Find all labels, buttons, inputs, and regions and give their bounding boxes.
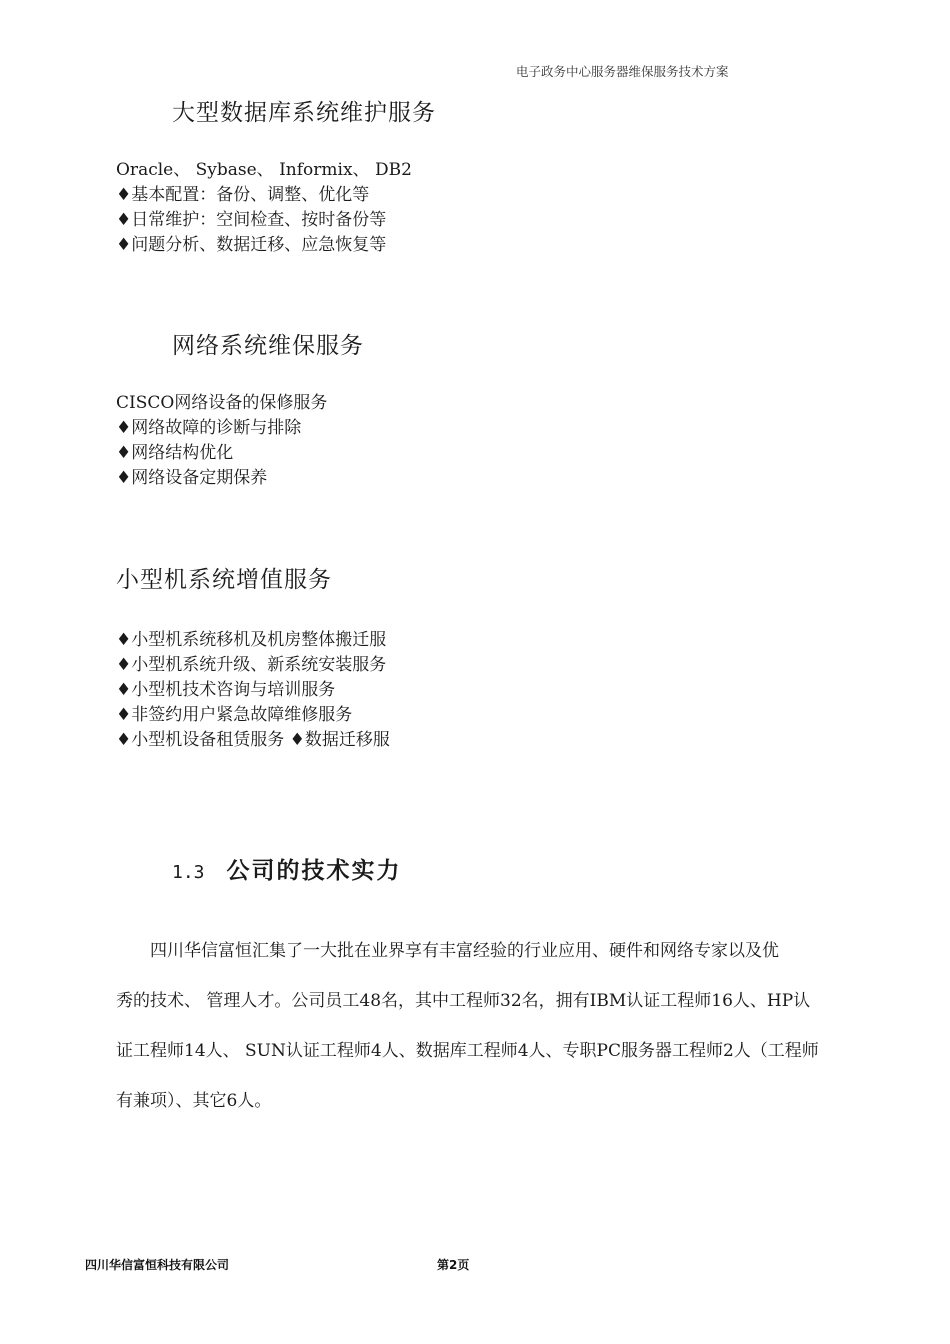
list-item: ♦日常维护：空间检查、按时备份等 bbox=[116, 210, 387, 230]
list-item: ♦网络故障的诊断与排除 bbox=[116, 418, 302, 438]
paragraph-line: 秀的技术、 管理人才。公司员工48名，其中工程师32名，拥有IBM认证工程师16人、HP认 bbox=[116, 991, 811, 1011]
paragraph-line: 有兼项）、其它6人。 bbox=[116, 1091, 272, 1111]
chapter-number: 1.3 bbox=[172, 862, 205, 883]
list-item: ♦非签约用户紧急故障维修服务 bbox=[116, 705, 353, 725]
chapter-title: 公司的技术实力 bbox=[226, 858, 402, 884]
paragraph-line: 证工程师14人、 SUN认证工程师4人、数据库工程师4人、专职PC服务器工程师2人（工程师 bbox=[116, 1041, 819, 1061]
footer-company-name: 四川华信富恒科技有限公司 bbox=[85, 1258, 230, 1272]
section-title-minicomputer: 小型机系统增值服务 bbox=[116, 567, 332, 593]
list-item: ♦网络结构优化 bbox=[116, 443, 234, 463]
list-item: ♦小型机设备租赁服务 ♦数据迁移服 bbox=[116, 730, 390, 750]
section-list-database bbox=[116, 158, 412, 258]
list-item: ♦问题分析、数据迁移、应急恢复等 bbox=[116, 235, 387, 255]
section-list-network bbox=[116, 391, 327, 491]
section-list-minicomputer bbox=[116, 628, 390, 753]
list-item: CISCO网络设备的保修服务 bbox=[116, 393, 328, 413]
list-item: ♦小型机系统移机及机房整体搬迁服 bbox=[116, 630, 387, 650]
paragraph-line: 四川华信富恒汇集了一大批在业界享有丰富经验的行业应用、硬件和网络专家以及优 bbox=[116, 941, 779, 961]
list-item: ♦小型机技术咨询与培训服务 bbox=[116, 680, 336, 700]
list-item: ♦基本配置：备份、调整、优化等 bbox=[116, 185, 370, 205]
list-item: ♦网络设备定期保养 bbox=[116, 468, 268, 488]
list-item: Oracle、 Sybase、 Informix、 DB2 bbox=[116, 160, 412, 180]
chapter-heading bbox=[172, 852, 402, 885]
body-paragraph bbox=[116, 926, 876, 1126]
running-header: 电子政务中心服务器维保服务技术方案 bbox=[516, 64, 729, 79]
section-title-network: 网络系统维保服务 bbox=[172, 333, 364, 359]
list-item: ♦小型机系统升级、新系统安装服务 bbox=[116, 655, 387, 675]
section-title-database: 大型数据库系统维护服务 bbox=[172, 100, 436, 126]
footer-page-number: 第2页 bbox=[437, 1258, 470, 1272]
